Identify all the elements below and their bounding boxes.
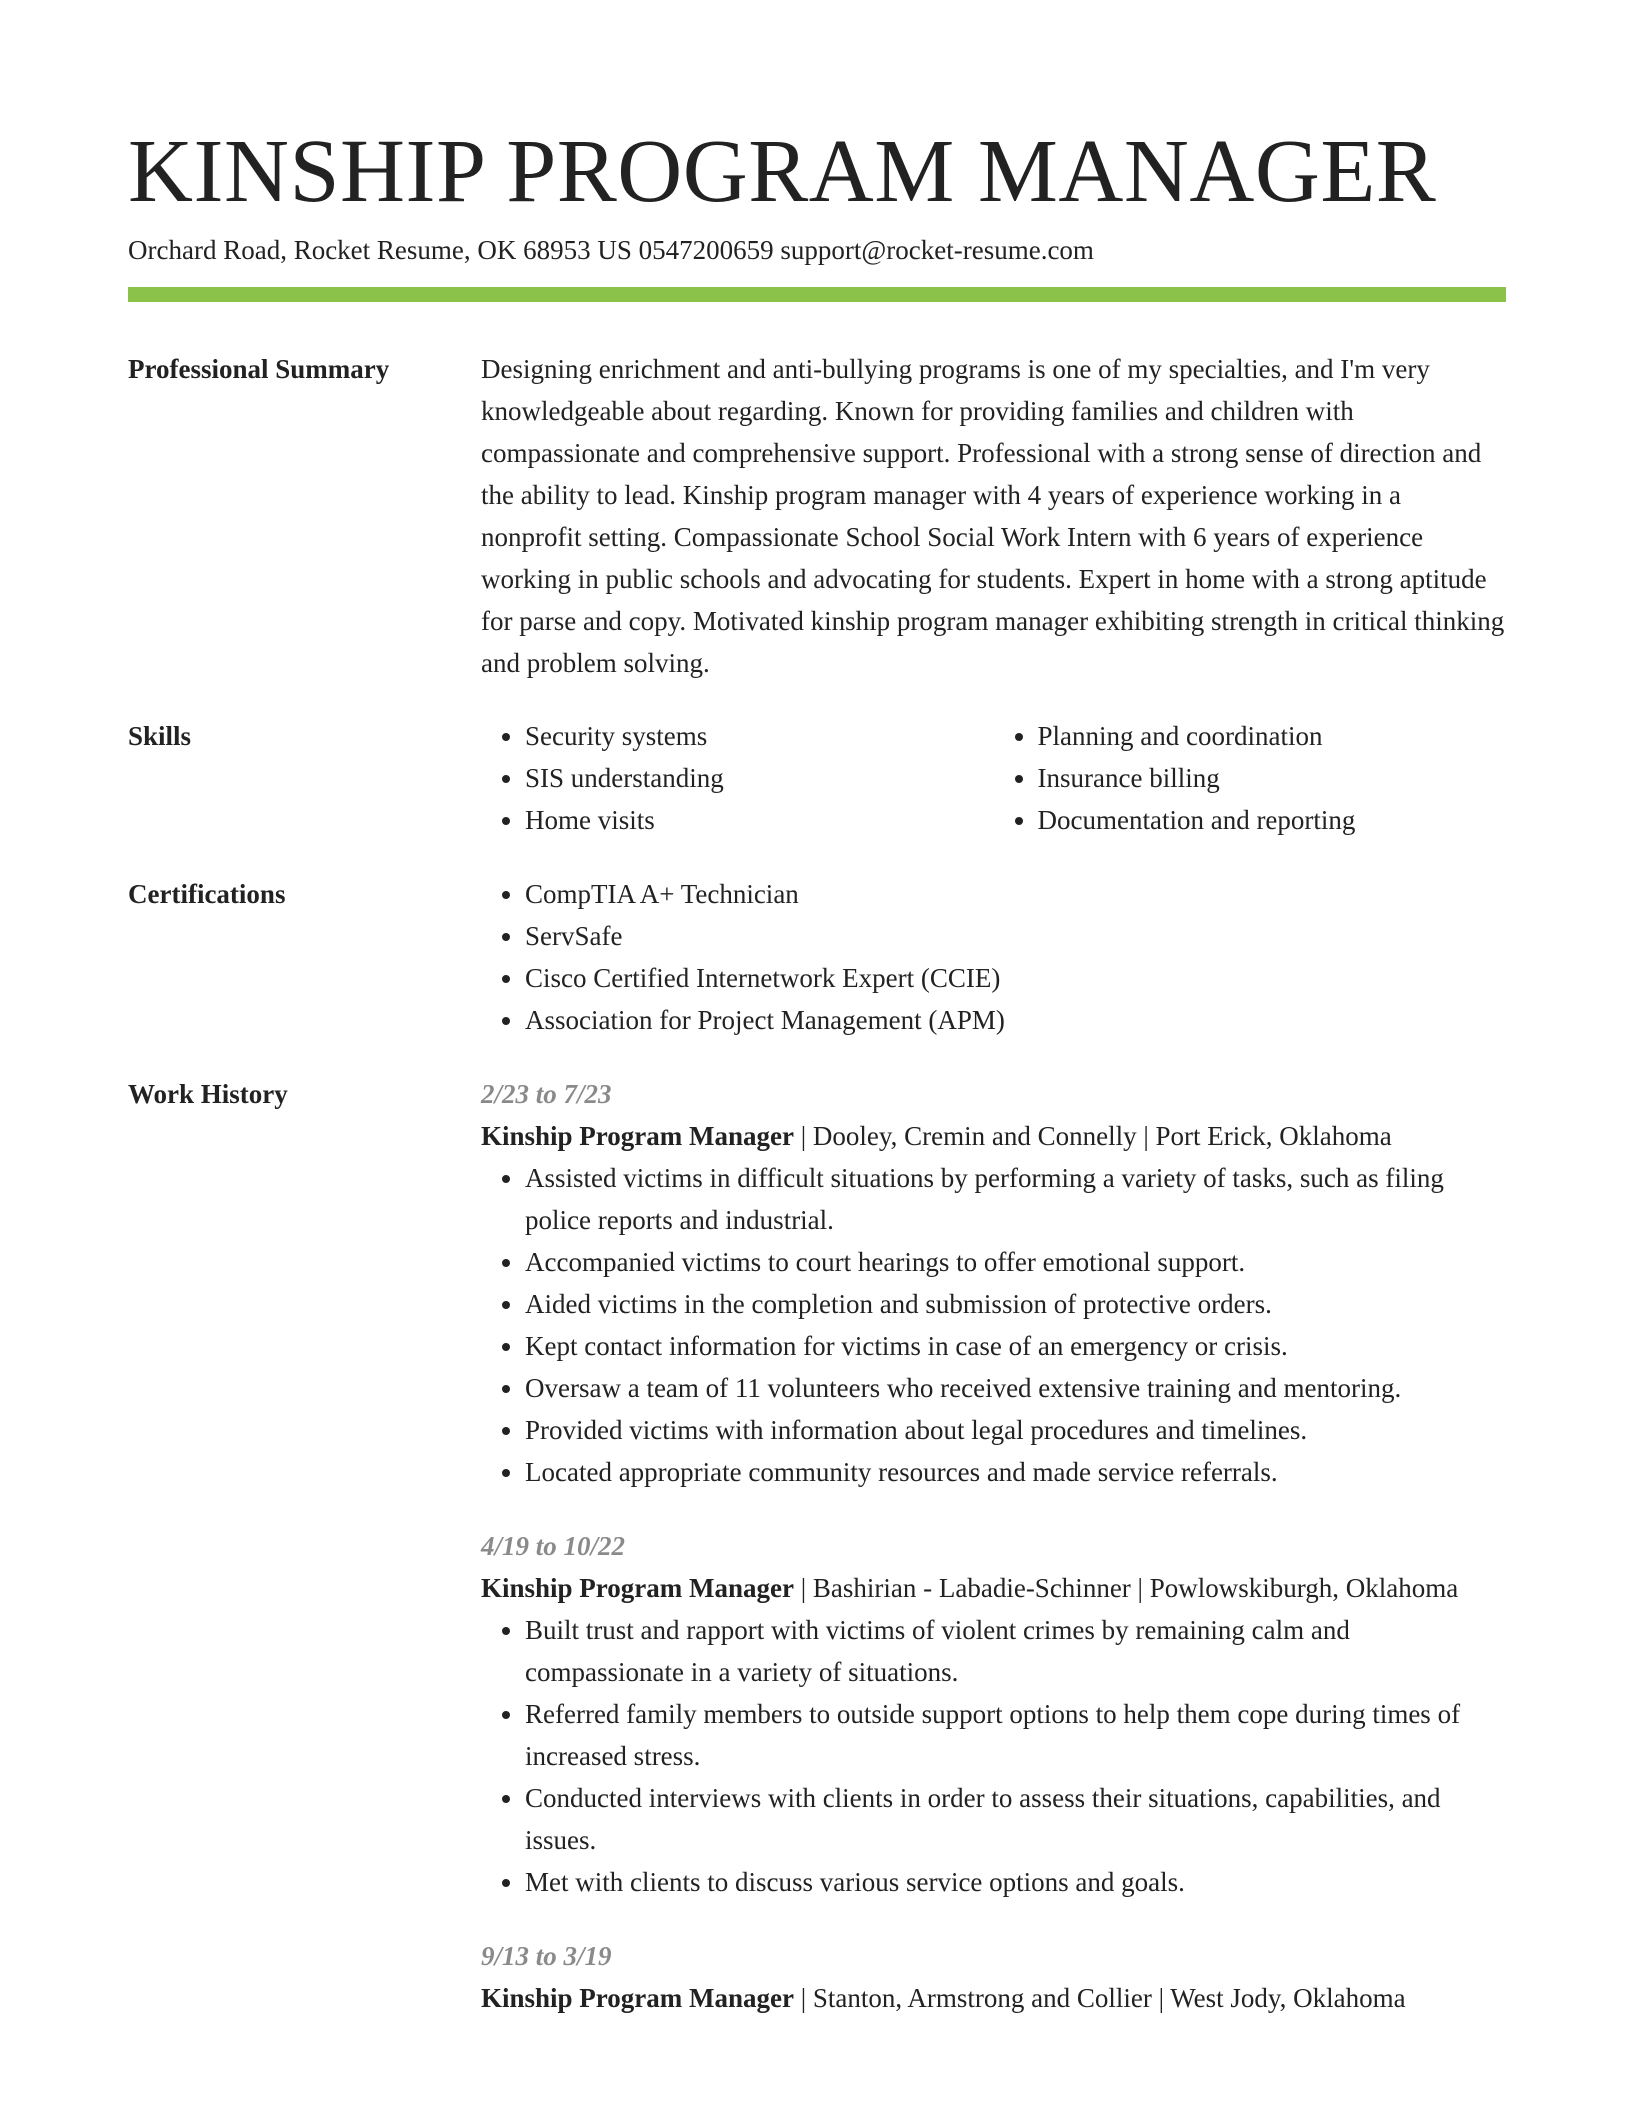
job-bullets <box>481 1157 1506 1493</box>
job-details: | Bashirian - Labadie-Schinner | Powlowskiburgh, Oklahoma <box>794 1573 1459 1603</box>
list-item: • SIS understanding <box>525 757 994 799</box>
list-item: • Conducted interviews with clients in order to assess their situations, capabilities, and issues. <box>525 1777 1506 1861</box>
list-item: • Documentation and reporting <box>1038 799 1507 841</box>
section-title-summary: Professional Summary <box>128 354 390 384</box>
list-item: • Security systems <box>525 715 994 757</box>
list-item: • Insurance billing <box>1038 757 1507 799</box>
section-title-work-history: Work History <box>128 1079 288 1109</box>
job-heading <box>481 1115 1506 1157</box>
list-item: • Cisco Certified Internetwork Expert (CCIE) <box>525 957 1506 999</box>
job-details: | Stanton, Armstrong and Collier | West Jody, Oklahoma <box>794 1983 1406 2013</box>
section-title-certifications: Certifications <box>128 879 286 909</box>
job-heading <box>481 1567 1506 1609</box>
job-role: Kinship Program Manager <box>481 1573 794 1603</box>
list-item: • CompTIA A+ Technician <box>525 873 1506 915</box>
certifications-list <box>481 873 1506 1041</box>
list-item: • Accompanied victims to court hearings to offer emotional support. <box>525 1241 1506 1283</box>
job-details: | Dooley, Cremin and Connelly | Port Erick, Oklahoma <box>794 1121 1392 1151</box>
job-role: Kinship Program Manager <box>481 1121 794 1151</box>
skills-list-right <box>994 715 1507 841</box>
job-dates: 2/23 to 7/23 <box>481 1079 612 1109</box>
header-divider <box>128 287 1506 302</box>
list-item: • Provided victims with information about legal procedures and timelines. <box>525 1409 1506 1451</box>
contact-line: Orchard Road, Rocket Resume, OK 68953 US 0547200659 support@rocket-resume.com <box>128 235 1094 265</box>
summary-body <box>481 348 1506 684</box>
list-item: • Assisted victims in difficult situations by performing a variety of tasks, such as filing police reports and industrial. <box>525 1157 1506 1241</box>
job-dates: 9/13 to 3/19 <box>481 1941 612 1971</box>
work-history-body <box>481 1073 1506 2051</box>
certifications-body <box>481 873 1506 1041</box>
job-role: Kinship Program Manager <box>481 1983 794 2013</box>
list-item: • Association for Project Management (APM) <box>525 999 1506 1041</box>
skills-list-left <box>481 715 994 841</box>
section-title-skills: Skills <box>128 721 192 751</box>
list-item: • Oversaw a team of 11 volunteers who received extensive training and mentoring. <box>525 1367 1506 1409</box>
list-item: • Met with clients to discuss various service options and goals. <box>525 1861 1506 1903</box>
job-entry <box>481 1073 1506 1493</box>
job-bullets <box>481 1609 1506 1903</box>
job-heading <box>481 1977 1506 2019</box>
list-item: • Home visits <box>525 799 994 841</box>
resume-title: KINSHIP PROGRAM MANAGER <box>128 122 1437 221</box>
skills-body <box>481 715 1506 841</box>
job-entry <box>481 1935 1506 2019</box>
list-item: • Planning and coordination <box>1038 715 1507 757</box>
job-entry <box>481 1525 1506 1903</box>
job-dates: 4/19 to 10/22 <box>481 1531 626 1561</box>
list-item: • Aided victims in the completion and submission of protective orders. <box>525 1283 1506 1325</box>
list-item: • Kept contact information for victims in case of an emergency or crisis. <box>525 1325 1506 1367</box>
list-item: • Located appropriate community resources and made service referrals. <box>525 1451 1506 1493</box>
list-item: • ServSafe <box>525 915 1506 957</box>
list-item: • Referred family members to outside support options to help them cope during times of increased stress. <box>525 1693 1506 1777</box>
summary-text: Designing enrichment and anti-bullying programs is one of my specialties, and I'm very knowledgeable about regarding. Known for providing families and children with compassionate and comprehensive support. Professional with a strong sense of direction and the ability to lead. Kinship program manager with 4 years of experience working in a nonprofit setting. Compassionate School Social Work Intern with 6 years of experience working in public schools and advocating for students. Expert in home with a strong aptitude for parse and copy. Motivated kinship program manager exhibiting strength in critical thinking and problem solving. <box>481 354 1505 678</box>
list-item: • Built trust and rapport with victims of violent crimes by remaining calm and compassionate in a variety of situations. <box>525 1609 1506 1693</box>
